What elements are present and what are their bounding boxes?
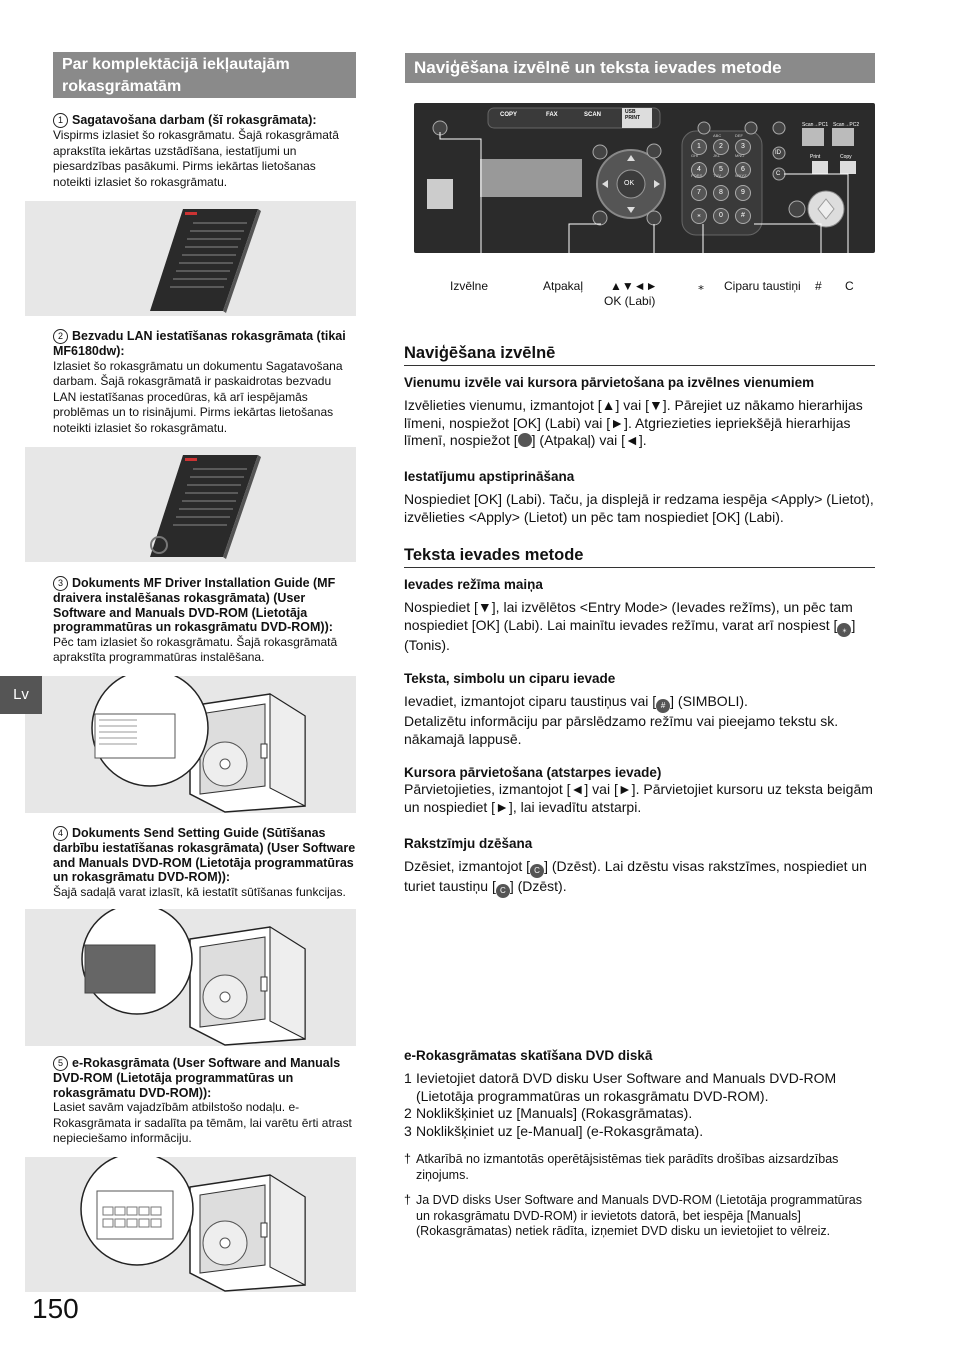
key-2: 2	[713, 139, 729, 155]
clear-key-icon: C	[530, 864, 544, 878]
fax-mode-button: FAX	[546, 112, 558, 118]
manual-item-title	[53, 113, 356, 128]
menu-label: Izvēlne	[450, 279, 489, 293]
key-0: 0	[713, 208, 729, 224]
left-section-header	[53, 52, 356, 98]
manual-item-3	[53, 576, 356, 666]
text-run: Nospiediet [▼], lai izvēlētos <Entry Mode> (Ievades režīms), un pēc tam nospiediet [OK] (Labi). Lai mainītu ievades režīmu, varat arī nospiest [	[404, 599, 853, 633]
item-number: 3	[53, 576, 68, 591]
text-run: ] (SIMBOLI).	[670, 693, 748, 709]
text-run: Ievadiet, izmantojot ciparu taustiņus vai [	[404, 693, 657, 709]
item-title-text: Sagatavošana darbam (šī rokasgrāmata):	[72, 113, 317, 127]
computer-dvd-icon	[25, 909, 356, 1046]
text-run: ] (Dzēst). Lai dzēstu visas rakstzīmes, nospiediet un turiet taustiņu [	[404, 858, 867, 894]
key-8: 8	[713, 185, 729, 201]
manual-item-body: Šajā sadaļā varat izlasīt, kā iestatīt sūtīšanas funkcijas.	[53, 884, 346, 899]
key-star: ⁎	[691, 208, 707, 224]
item-title-text: Bezvadu LAN iestatīšanas rokasgrāmata (tikai MF6180dw):	[53, 329, 346, 358]
dvd-illustration-3	[25, 676, 356, 813]
ok-button-label: OK	[624, 180, 635, 187]
dvd-step	[404, 1123, 875, 1141]
item-number: 1	[53, 113, 68, 128]
item-title-text: Dokuments MF Driver Installation Guide (MF draivera instalēšanas rokasgrāmata) (User Software and Manuals DVD-ROM (Lietotāja programmatūras un rokasgrāmatu DVD-ROM)):	[53, 576, 336, 634]
arrows-label: ▲▼◄►	[610, 279, 658, 293]
key-letters: GHI	[691, 153, 699, 158]
ok-label: OK (Labi)	[604, 294, 656, 308]
dvd-note-2	[404, 1193, 875, 1240]
dvd-step	[404, 1105, 875, 1123]
key-letters: JKL	[713, 153, 720, 158]
nav-paragraph-2: Nospiediet [OK] (Labi). Taču, ja displejā ir redzama iespēja <Apply> (Lietot), izvēlieties <Apply> (Lietot) un pēc tam nospiediet [OK] (Labi).	[404, 491, 874, 525]
step-number: 2	[404, 1105, 412, 1121]
manual-item-title	[53, 826, 356, 885]
item-number: 2	[53, 329, 68, 344]
symbol-key-icon: #	[656, 699, 670, 713]
dvd-note-1	[404, 1152, 875, 1183]
manual-item-body: Pēc tam izlasiet šo rokasgrāmatu. Šajā rokasgrāmatā aprakstīta programmatūras instalēšana.	[53, 634, 338, 664]
text-run: ] (Atpakaļ) vai [◄].	[531, 432, 647, 448]
step-text: Ievietojiet datorā DVD disku User Software and Manuals DVD-ROM (Lietotāja programmatūras un rokasgrāmatu DVD-ROM).	[416, 1070, 837, 1104]
dvd-steps	[404, 1070, 875, 1140]
text-run: Dzēsiet, izmantojot [	[404, 858, 531, 874]
text-heading-1: Ievades režīma maiņa	[404, 577, 543, 592]
right-section-header	[405, 53, 875, 83]
star-label: ⁎	[698, 279, 704, 293]
manual-item-body: Izlasiet šo rokasgrāmatu un dokumentu Sagatavošana darbam. Šajā rokasgrāmatā ir paskaidrotas bezvadu LAN iestatīšanas procedūras, kā arī iespējamās problēmas un to risinājumi. Pirms iekārtas lietošanas noteikti izlasiet šo rokasgrāmatu.	[53, 358, 343, 435]
key-9: 9	[735, 185, 751, 201]
dvd-heading: e-Rokasgrāmatas skatīšana DVD diskā	[404, 1048, 653, 1063]
manual-book-illustration-1	[25, 201, 356, 316]
text-run: ] (Tonis).	[404, 616, 856, 653]
manual-item-2	[53, 329, 356, 436]
language-tab-label: Lv	[13, 686, 29, 703]
copy-label: Copy	[840, 154, 852, 160]
right-header-text: Naviģēšana izvēlnē un teksta ievades metode	[414, 58, 782, 77]
dvd-step	[404, 1070, 875, 1105]
book-icon	[25, 201, 356, 316]
text-section-title: Teksta ievades metode	[404, 546, 875, 568]
computer-dvd-icon	[25, 1157, 356, 1292]
left-header-text: Par komplektācijā iekļautajām rokasgrāmatām	[62, 56, 290, 95]
key-letters: ABC	[713, 133, 722, 138]
nav-heading-2: Iestatījumu apstiprināšana	[404, 469, 575, 484]
text-heading-3: Kursora pārvietošana (atstarpes ievade)	[404, 765, 662, 780]
page-number: 150	[32, 1293, 79, 1324]
key-letters: TUV	[713, 173, 721, 178]
usb-print-button: USB PRINT	[625, 109, 640, 121]
manual-item-title	[53, 576, 356, 635]
text-heading-2: Teksta, simbolu un ciparu ievade	[404, 671, 616, 686]
book-icon	[25, 447, 356, 562]
key-3: 3	[735, 139, 751, 155]
text-paragraph-3: Pārvietojieties, izmantojot [◄] vai [►]. Pārvietojiet kursoru uz teksta beigām un nospiediet [►], lai ievadītu atstarpi.	[404, 781, 873, 815]
text-paragraph-4	[404, 858, 875, 898]
nav-paragraph-1	[404, 397, 875, 450]
key-7: 7	[691, 185, 707, 201]
key-letters: WXYZ	[735, 173, 747, 178]
text-heading-4: Rakstzīmju dzēšana	[404, 836, 533, 851]
note-text: Atkarībā no izmantotās operētājsistēmas tiek parādīts drošības aizsardzības ziņojums.	[416, 1152, 839, 1182]
scan-pc2-label: Scan→PC2	[833, 122, 860, 128]
key-4: 4	[691, 162, 707, 178]
key-letters: MNO	[735, 153, 745, 158]
manual-item-body: Lasiet savām vajadzībām atbilstošo nodaļu. e-Rokasgrāmata ir sadalīta pa tēmām, lai varētu ērti atrast nepieciešamo informāciju.	[53, 1100, 352, 1145]
print-label: Print	[810, 154, 821, 160]
text-run: Izvēlieties vienumu, izmantojot [▲] vai [▼]. Pārejiet uz nākamo hierarhijas līmeni, nospiežot [OK] (Labi) vai [►]. Atgriezieties iepriekšējā hierarhijas līmenī, nospiežot [	[404, 397, 863, 448]
nav-section-title: Naviģēšana izvēlnē	[404, 344, 875, 366]
key-1: 1	[691, 139, 707, 155]
back-label: Atpakaļ	[543, 279, 584, 293]
manual-item-title	[53, 1056, 356, 1100]
item-title-text: e-Rokasgrāmata (User Software and Manuals DVD-ROM (Lietotāja programmatūras un rokasgrāmatu DVD-ROM)):	[53, 1056, 341, 1100]
key-hash: #	[735, 208, 751, 224]
note-text: Ja DVD disks User Software and Manuals DVD-ROM (Lietotāja programmatūras un rokasgrāmatu DVD-ROM) ir ievietots datorā, bet iespēja [Manuals] (Rokasgrāmatas) netiek rādīta, izņemiet DVD disku un ievietojiet to vēlreiz.	[416, 1193, 862, 1238]
manual-item-1	[53, 113, 356, 190]
step-number: 1	[404, 1070, 412, 1086]
keypad-letters	[691, 133, 761, 178]
text-paragraph-1	[404, 599, 875, 654]
clear-key-icon: C	[496, 884, 510, 898]
c-button-label: C	[776, 171, 781, 177]
text-run: Detalizētu informāciju par pārslēdzamo režīmu vai pieejamo tekstu sk. nākamajā lappusē.	[404, 713, 839, 747]
key-letters: DEF	[735, 133, 743, 138]
id-button-label: ID	[775, 150, 781, 156]
key-letters	[691, 133, 713, 138]
copy-mode-button: COPY	[500, 112, 518, 118]
item-title-text: Dokuments Send Setting Guide (Sūtīšanas darbību iestatīšanas rokasgrāmata) (User Software and Manuals DVD-ROM (Lietotāja programmatūras un rokasgrāmatu DVD-ROM)):	[53, 826, 356, 884]
nav-heading-1: Vienumu izvēle vai kursora pārvietošana pa izvēlnes vienumiem	[404, 375, 815, 390]
manual-item-body: Vispirms izlasiet šo rokasgrāmatu. Šajā rokasgrāmatā aprakstīta iekārtas uzstādīšana, iestatījumi un piesardzības pasākumi. Pirms iekārtas lietošanas noteikti izlasiet šo rokasgrāmatu.	[53, 128, 339, 189]
note-mark: †	[404, 1152, 411, 1166]
dvd-illustration-4	[25, 909, 356, 1046]
item-number: 5	[53, 1056, 68, 1071]
numeric-keys-label: Ciparu taustiņi	[724, 279, 801, 293]
manual-item-4	[53, 826, 356, 900]
c-label: C	[845, 279, 854, 293]
manual-item-5	[53, 1056, 356, 1147]
key-letters: PQRS	[691, 173, 703, 178]
control-panel-illustration	[414, 103, 875, 253]
hash-label: #	[815, 279, 822, 293]
step-number: 3	[404, 1122, 412, 1139]
language-tab	[0, 676, 42, 714]
computer-dvd-icon	[25, 676, 356, 813]
manual-item-title	[53, 329, 356, 359]
step-text: Noklikšķiniet uz [Manuals] (Rokasgrāmatas).	[416, 1105, 693, 1121]
key-5: 5	[713, 162, 729, 178]
text-paragraph-2	[404, 693, 875, 748]
step-text: Noklikšķiniet uz [e-Manual] (e-Rokasgrāmata).	[416, 1122, 704, 1139]
text-run: ] (Dzēst).	[509, 878, 567, 894]
scan-mode-button: SCAN	[584, 112, 602, 118]
key-6: 6	[735, 162, 751, 178]
tone-key-icon: ⁎	[837, 623, 851, 637]
back-key-icon	[518, 433, 532, 447]
note-mark: †	[404, 1193, 411, 1207]
scan-pc1-label: Scan→PC1	[802, 122, 829, 128]
manual-book-illustration-2	[25, 447, 356, 562]
dvd-illustration-5	[25, 1157, 356, 1292]
item-number: 4	[53, 826, 68, 841]
